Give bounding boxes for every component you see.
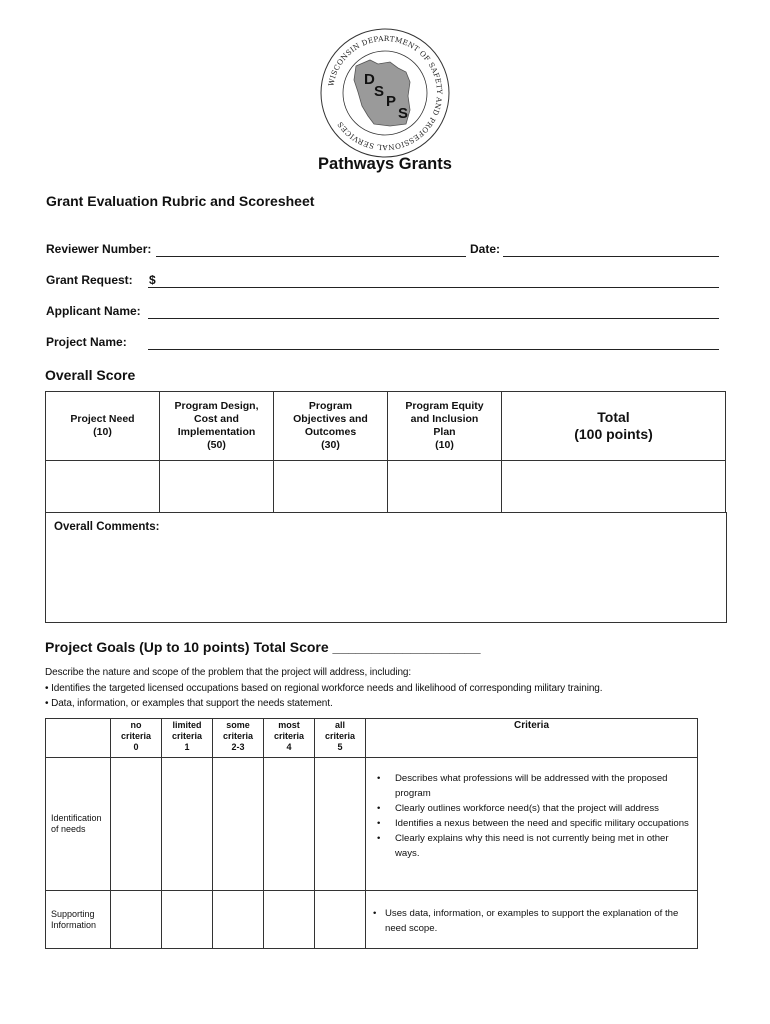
supporting-score-1-cell[interactable] (162, 891, 213, 949)
grant-request-line[interactable] (148, 287, 719, 288)
logo-letter-s: S (374, 83, 385, 100)
criteria-item: • Describes what professions will be addressed with the proposed program (367, 771, 690, 801)
goals-description: Describe the nature and scope of the problem that the project will address, including: (45, 667, 412, 678)
identification-criteria-cell (366, 758, 698, 891)
identification-score-4-cell[interactable] (264, 758, 315, 891)
identification-score-2-3-cell[interactable] (213, 758, 264, 891)
identification-score-0-cell[interactable] (111, 758, 162, 891)
grant-request-label: Grant Request: (46, 273, 133, 287)
dsps-seal-logo (318, 26, 452, 160)
project-goals-rubric-table (45, 718, 698, 949)
reviewer-number-line[interactable] (156, 256, 466, 257)
logo-letter-d: D (364, 71, 375, 88)
identification-score-5-cell[interactable] (315, 758, 366, 891)
identification-criteria-list (367, 771, 696, 861)
page-title: Pathways Grants (318, 155, 452, 173)
rubric-col-all-criteria: all criteria 5 (315, 719, 366, 758)
supporting-score-4-cell[interactable] (264, 891, 315, 949)
program-objectives-header: Program Objectives and Outcomes (30) (274, 392, 388, 461)
program-equity-score-cell[interactable] (388, 461, 502, 513)
criteria-item: • Clearly explains why this need is not currently being met in other ways. (367, 831, 690, 861)
rubric-criteria-header: Criteria (366, 719, 698, 758)
overall-score-heading: Overall Score (45, 367, 136, 383)
supporting-score-0-cell[interactable] (111, 891, 162, 949)
criteria-item: • Clearly outlines workforce need(s) that the project will address (367, 801, 690, 816)
page-subtitle: Grant Evaluation Rubric and Scoresheet (46, 193, 315, 209)
rubric-col-no-criteria: no criteria 0 (111, 719, 162, 758)
applicant-name-line[interactable] (148, 318, 719, 319)
program-objectives-score-cell[interactable] (274, 461, 388, 513)
goals-bullet-2: • Data, information, or examples that support the needs statement. (45, 698, 333, 709)
total-score-cell[interactable] (502, 461, 726, 513)
supporting-score-5-cell[interactable] (315, 891, 366, 949)
supporting-score-2-3-cell[interactable] (213, 891, 264, 949)
criteria-item: • Identifies a nexus between the need and specific military occupations (367, 816, 690, 831)
seal-ring-text: WISCONSIN DEPARTMENT OF SAFETY AND PROFESSIONAL SERVICES (326, 33, 445, 153)
rubric-col-limited-criteria: limited criteria 1 (162, 719, 213, 758)
goals-bullet-1: • Identifies the targeted licensed occupations based on regional workforce needs and likelihood of corresponding military training. (45, 683, 603, 694)
project-name-line[interactable] (148, 349, 719, 350)
overall-comments-label: Overall Comments: (54, 521, 160, 533)
program-equity-header: Program Equity and Inclusion Plan (10) (388, 392, 502, 461)
project-goals-heading: Project Goals (Up to 10 points) Total Score ___________________ (45, 639, 481, 655)
overall-score-table (45, 391, 726, 513)
logo-letter-p: P (386, 93, 397, 110)
applicant-name-label: Applicant Name: (46, 304, 141, 318)
project-need-header: Project Need (10) (46, 392, 160, 461)
grant-request-dollar: $ (149, 273, 156, 287)
date-line[interactable] (503, 256, 719, 257)
supporting-criteria-list (367, 906, 696, 936)
criteria-item: • Uses data, information, or examples to support the explanation of the need scope. (367, 906, 690, 936)
logo-letter-s2: S (398, 105, 409, 122)
total-header: Total (100 points) (502, 392, 726, 461)
date-label: Date: (470, 242, 501, 256)
project-need-score-cell[interactable] (46, 461, 160, 513)
overall-comments-box[interactable] (45, 512, 727, 623)
program-design-header: Program Design, Cost and Implementation (50) (160, 392, 274, 461)
rubric-col-most-criteria: most criteria 4 (264, 719, 315, 758)
supporting-criteria-cell (366, 891, 698, 949)
rubric-col-some-criteria: some criteria 2-3 (213, 719, 264, 758)
rubric-row-label-identification: Identification of needs (46, 758, 111, 891)
rubric-row-label-supporting: Supporting Information (46, 891, 111, 949)
reviewer-number-label: Reviewer Number: (46, 242, 152, 256)
rubric-blank-header (46, 719, 111, 758)
project-name-label: Project Name: (46, 335, 127, 349)
program-design-score-cell[interactable] (160, 461, 274, 513)
identification-score-1-cell[interactable] (162, 758, 213, 891)
